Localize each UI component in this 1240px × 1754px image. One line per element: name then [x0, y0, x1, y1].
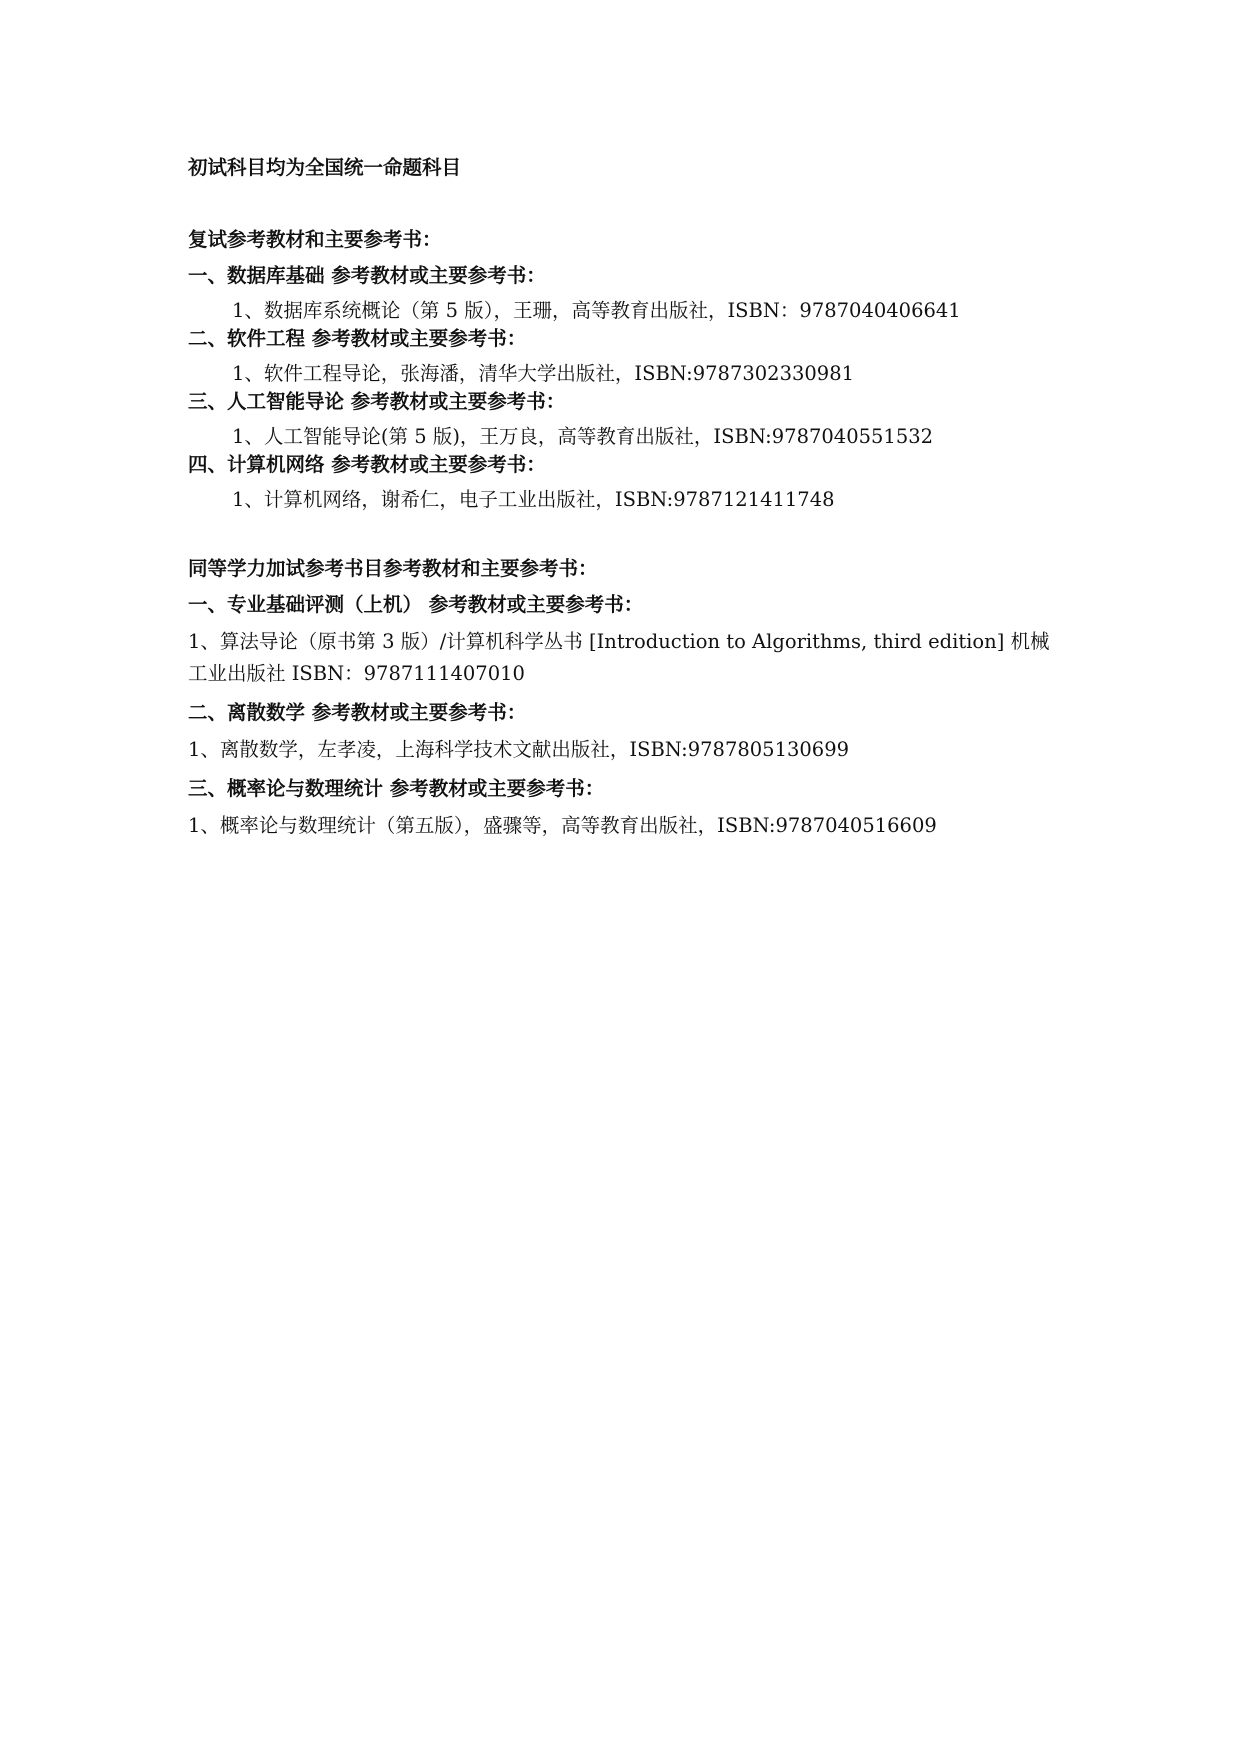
retest-section-item: 1、软件工程导论，张海潘，清华大学出版社，ISBN:9787302330981 [232, 362, 855, 385]
retest-section-title: 一、数据库基础 参考教材或主要参考书： [188, 264, 546, 287]
intro-title: 初试科目均为全国统一命题科目 [188, 156, 462, 179]
retest-heading: 复试参考教材和主要参考书： [188, 228, 442, 251]
equivalent-section-title: 三、概率论与数理统计 参考教材或主要参考书： [188, 777, 605, 800]
equivalent-section-title: 一、专业基础评测（上机） 参考教材或主要参考书： [188, 593, 644, 616]
equivalent-section-item: 1、算法导论（原书第 3 版）/计算机科学丛书 [Introduction to Algorithms, third edition] 机械 [188, 630, 1050, 653]
equivalent-section-title: 二、离散数学 参考教材或主要参考书： [188, 701, 527, 724]
equivalent-heading: 同等学力加试参考书目参考教材和主要参考书： [188, 557, 598, 580]
equivalent-section-item: 1、离散数学，左孝凌，上海科学技术文献出版社，ISBN:9787805130699 [188, 738, 850, 761]
retest-section-title: 四、计算机网络 参考教材或主要参考书： [188, 453, 546, 476]
retest-section-item: 1、人工智能导论(第 5 版)，王万良，高等教育出版社，ISBN:9787040551532 [232, 425, 934, 448]
retest-section-title: 三、人工智能导论 参考教材或主要参考书： [188, 390, 566, 413]
retest-section-title: 二、软件工程 参考教材或主要参考书： [188, 327, 527, 350]
retest-section-item: 1、计算机网络，谢希仁，电子工业出版社，ISBN:9787121411748 [232, 488, 835, 511]
equivalent-section-item: 工业出版社 ISBN：9787111407010 [188, 662, 525, 685]
equivalent-section-item: 1、概率论与数理统计（第五版），盛骤等，高等教育出版社，ISBN:9787040516609 [188, 814, 937, 837]
retest-section-item: 1、数据库系统概论（第 5 版），王珊，高等教育出版社，ISBN：9787040406641 [232, 299, 961, 322]
